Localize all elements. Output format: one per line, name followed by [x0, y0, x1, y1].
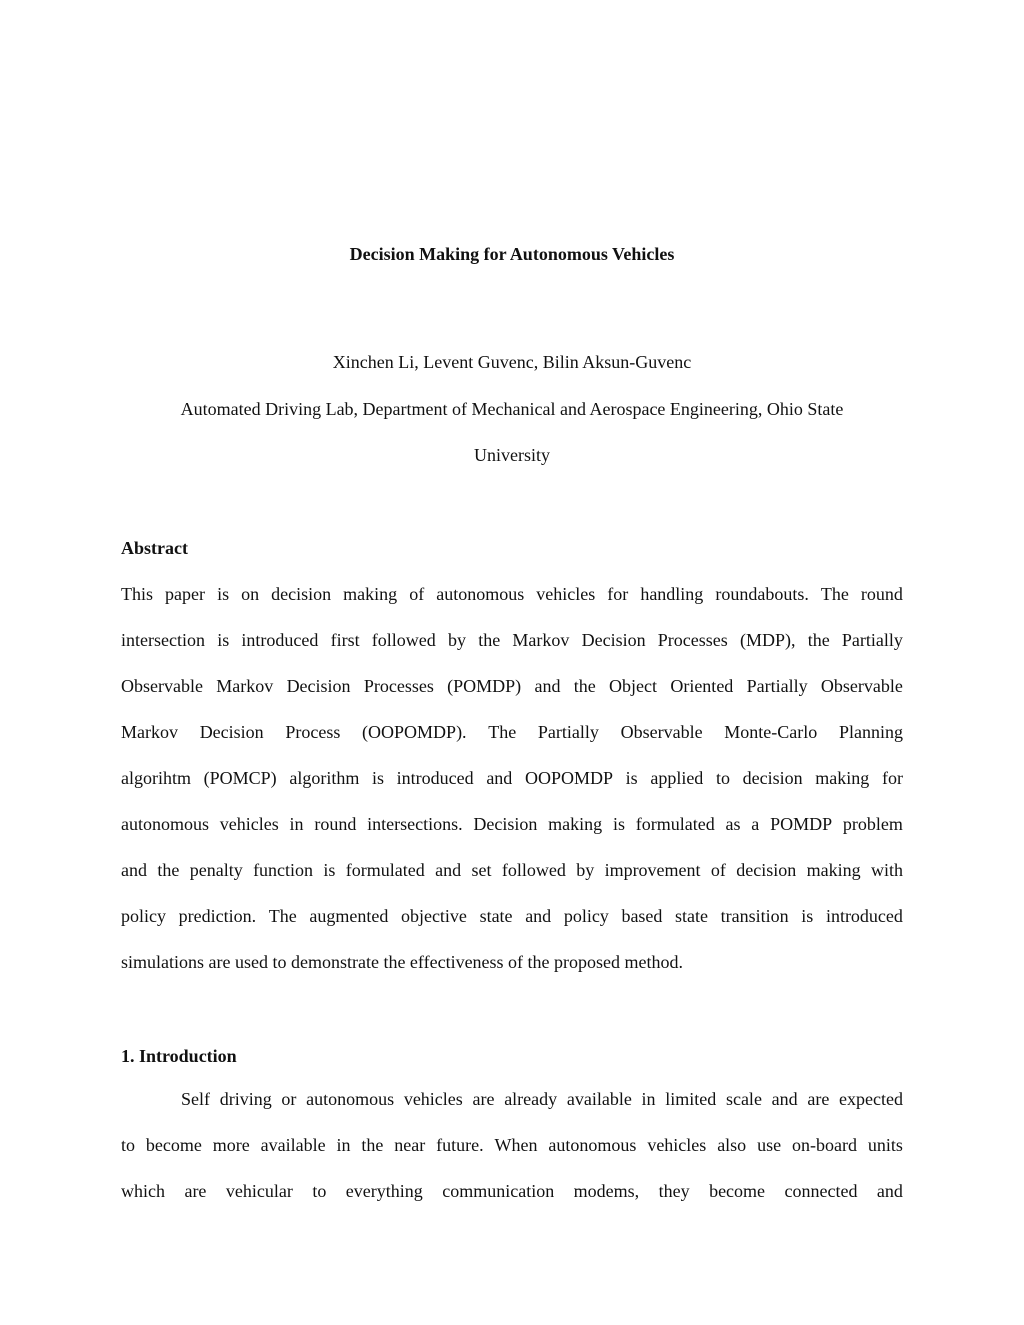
abstract-line: This paper is on decision making of autonomous vehicles for handling roundabouts. The round: [121, 584, 903, 604]
abstract-line: algorihtm (POMCP) algorithm is introduced and OOPOMDP is applied to decision making for: [121, 768, 903, 788]
abstract-line: and the penalty function is formulated and set followed by improvement of decision making with: [121, 860, 903, 880]
introduction-line: Self driving or autonomous vehicles are already available in limited scale and are expected: [181, 1089, 903, 1109]
abstract-line: Observable Markov Decision Processes (POMDP) and the Object Oriented Partially Observable: [121, 676, 903, 696]
abstract-line: Markov Decision Process (OOPOMDP). The Partially Observable Monte-Carlo Planning: [121, 722, 903, 742]
abstract-heading: Abstract: [121, 538, 188, 558]
introduction-line: to become more available in the near future. When autonomous vehicles also use on-board units: [121, 1135, 903, 1155]
affiliation-line-2: University: [474, 445, 550, 465]
abstract-line: intersection is introduced first followed by the Markov Decision Processes (MDP), the Partially: [121, 630, 903, 650]
introduction-line: which are vehicular to everything communication modems, they become connected and: [121, 1181, 903, 1201]
paper-title: Decision Making for Autonomous Vehicles: [349, 244, 675, 264]
abstract-line-last: simulations are used to demonstrate the effectiveness of the proposed method.: [121, 952, 684, 972]
author-list: Xinchen Li, Levent Guvenc, Bilin Aksun-Guvenc: [332, 352, 692, 372]
introduction-heading: 1. Introduction: [121, 1046, 237, 1066]
affiliation-line-1: Automated Driving Lab, Department of Mechanical and Aerospace Engineering, Ohio State: [180, 399, 844, 419]
abstract-line: policy prediction. The augmented objective state and policy based state transition is introduced: [121, 906, 903, 926]
abstract-line: autonomous vehicles in round intersections. Decision making is formulated as a POMDP problem: [121, 814, 903, 834]
